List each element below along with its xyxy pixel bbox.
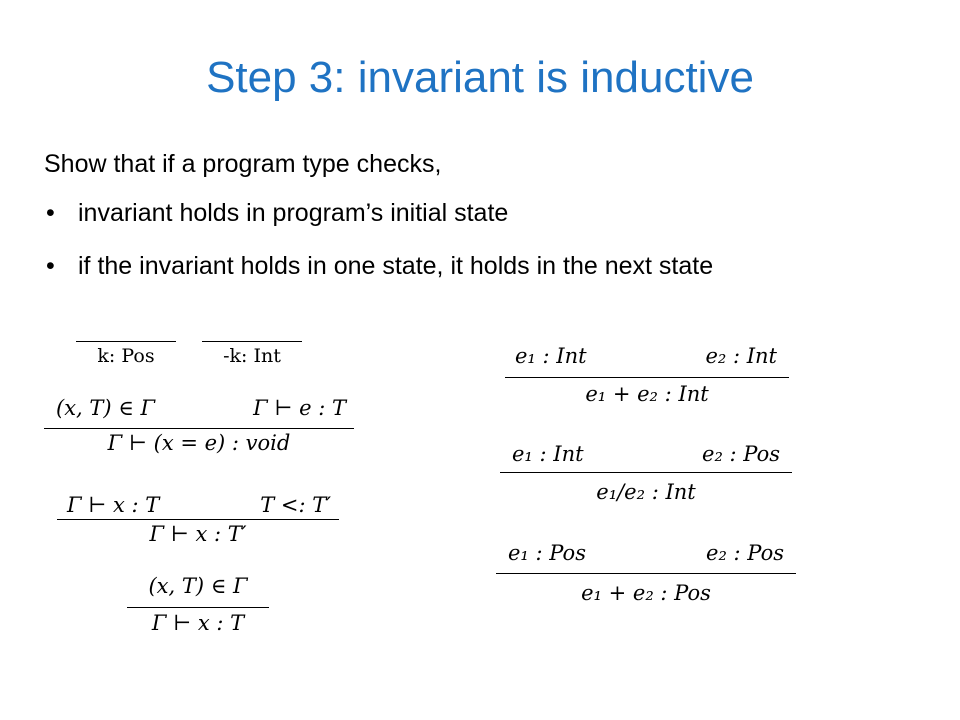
rule-premises [515,344,777,368]
rule-premises [508,541,784,565]
rule-var [127,574,269,636]
rule-premise: Γ ⊢ x : T [67,493,160,517]
bullet-item [0,249,713,283]
inference-bar [76,341,176,342]
inference-bar [127,607,269,608]
bullet-icon: • [46,252,55,280]
slide-title: Step 3: invariant is inductive [206,53,754,102]
rule-axiom-k [76,340,176,374]
rule-premises [67,493,331,517]
rule-conclusion: e₁ + e₂ : Int [585,382,709,406]
bullet-icon: • [46,199,55,227]
rule-premises [512,442,780,466]
rule-premise: e₂ : Pos [702,442,780,466]
rule-premise: e₂ : Int [705,344,777,368]
rule-div-int [500,442,792,506]
rule-conclusion: Γ ⊢ (x = e) : void [107,431,291,455]
rule-plus-pos [496,541,796,607]
intro-text: Show that if a program type checks, [44,150,442,178]
rule-conclusion: -k: Int [223,345,281,367]
inference-bar [44,428,354,429]
rule-premises [56,396,346,420]
rule-conclusion: e₁/e₂ : Int [596,480,696,504]
rule-subsume [57,493,339,553]
rule-premise: (x, T) ∈ Γ [148,574,248,598]
rule-premise: e₁ : Int [515,344,587,368]
rule-conclusion: e₁ + e₂ : Pos [581,581,711,605]
inference-bar [202,341,302,342]
rule-premise: e₁ : Pos [508,541,586,565]
rule-conclusion: k: Pos [97,345,155,367]
rule-assign [44,396,354,458]
rule-premise: e₂ : Pos [706,541,784,565]
bullet-item [0,196,713,230]
inference-bar [496,573,796,574]
rule-premise: e₁ : Int [512,442,584,466]
bullet-text: invariant holds in program’s initial state [78,199,509,227]
rule-premise: T <: T′ [260,493,331,517]
rule-plus-int [505,344,789,408]
rule-premise: (x, T) ∈ Γ [56,396,156,420]
inference-bar [505,377,789,378]
bullet-list [0,196,713,302]
inference-bar [57,519,339,520]
rule-premise: Γ ⊢ e : T [253,396,346,420]
rule-conclusion: Γ ⊢ x : T [151,611,245,635]
inference-bar [500,472,792,473]
rule-conclusion: Γ ⊢ x : T′ [149,522,247,546]
bullet-text: if the invariant holds in one state, it holds in the next state [78,252,714,280]
rule-axiom-neg-k [202,340,302,374]
